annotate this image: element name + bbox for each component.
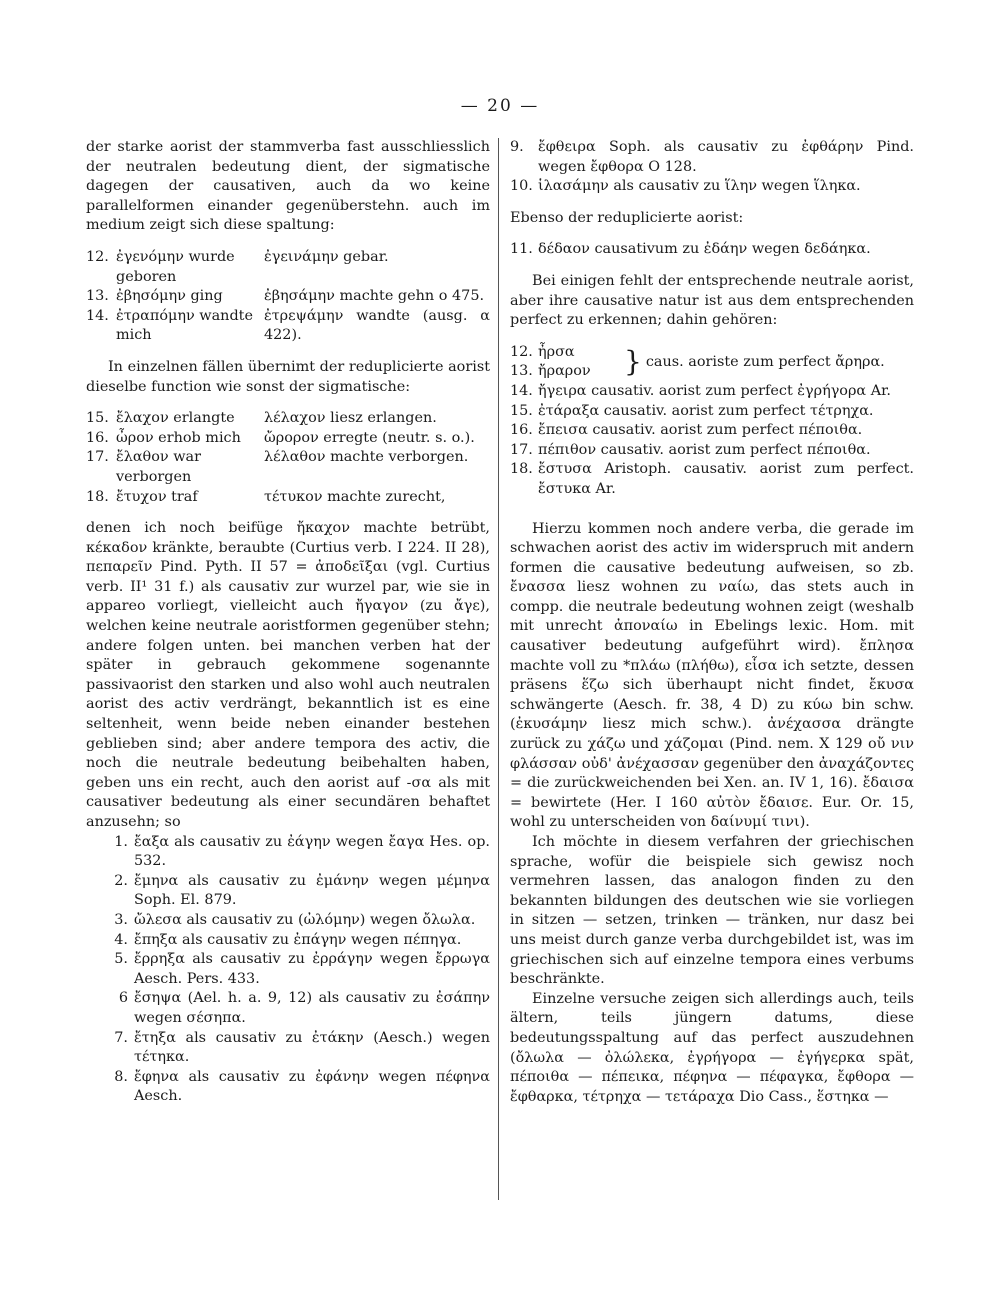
column-divider [498,138,499,1200]
item-text: ὤλεσα als causativ zu (ὠλόμην) wegen ὄλωλα. [134,911,476,928]
causative-form: λέλαχον liesz erlangen. [264,410,437,427]
item-text: ἔπεισα causativ. aorist zum perfect πέποιθα. [538,422,863,439]
list-item [510,138,914,177]
list-item [510,343,620,363]
aorist-pair-row [86,488,490,508]
brace-group [510,343,914,382]
item-text: δέδαον causativum zu ἐδάην wegen δεδάηκα. [538,241,871,258]
row-number: 17. [86,449,109,466]
paragraph: Ich möchte in diesem verfahren der griechischen sprache, wofür die beispiele sich gewisz noch vermehren lassen, das analogon finden zu den bekannten bildungen des deutschen wie sie vorliegen in sitzen — setzen, trinken — tränken, nur dasz bei uns meist durch ganze verba durchgebildet ist, was im griechischen sich auf einzelne tempora eines verbums beschränkte. [510,834,914,988]
causative-form: τέτυκον machte zurecht, [264,488,446,505]
item-text: ἔφηνα als causativ zu ἐφάνην wegen πέφηνα Aesch. [134,1068,490,1105]
brace-icon: } [624,345,642,379]
row-number: 18. [86,488,109,505]
aorist-pair-row [86,429,490,449]
list-item [510,240,914,260]
aorist-pair-row [86,409,490,429]
paragraph: Bei einigen fehlt der entsprechende neutrale aorist, aber ihre causative natur ist aus dem entsprechenden perfect zu erkennen; dahin gehören: [510,272,914,329]
causative-form: ὤρορον erregte (neutr. s. o.). [264,429,475,446]
paragraph: Einzelne versuche zeigen sich allerdings auch, teils ältern, teils jüngern datums, diese bedeutungsspaltung auf das perfect auszudehnen (ὄλωλα — ὀλώλεκα, ἐγρήγορα — ἐγήγερκα spät, πέποιθα — πέπεικα, πέφηνα — πέφαγκα, ἔφθορα — ἔφθαρκα, τέτρηχα — τετάραχα Dio Cass., ἕστηκα — [510,990,914,1105]
item-text: πέπιθον causativ. aorist zum perfect πέποιθα. [538,441,871,458]
item-number: 6 [118,990,128,1007]
item-number: 3. [114,911,128,928]
item-number: 4. [114,931,128,948]
item-number: 17. [510,441,533,458]
item-number: 9. [510,139,524,155]
list-item [510,362,620,382]
item-number: 8. [114,1068,128,1085]
neutral-form: ἔτυχον traf [116,488,198,505]
aorist-pair-row [86,448,490,487]
list-item [86,989,490,1028]
neutral-form: ἐγενόμην wurde geboren [116,248,235,285]
item-text: ἔαξα als causativ zu ἐάγην wegen ἔαγα Hes. op. 532. [134,833,490,870]
neutral-form: ἔλαθον war verborgen [116,449,201,485]
item-text: ἱλασάμην als causativ zu ἵλην wegen ἵληκα. [538,178,861,195]
list-item [510,382,914,402]
item-text: ἔμηνα als causativ zu ἐμάνην wegen μέμηνα Soph. El. 879. [134,872,490,909]
list-item [510,402,914,422]
item-text: ἔφθειρα Soph. als causativ zu ἐφθάρην Pind. wegen ἔφθορα Ο 128. [538,139,914,175]
item-text: ἔρρηξα als causativ zu ἐρράγην wegen ἔρρωγα Aesch. Pers. 433. [134,951,490,987]
aorist-pair-row [86,248,490,287]
causative-form: ἐβησάμην machte gehn ο 475. [264,288,485,305]
causative-form: ἐτρεψάμην wandte (ausg. α 422). [264,307,490,344]
list-item [86,950,490,989]
page-number: — 20 — [460,96,540,116]
causative-form: λέλαθον machte verborgen. [264,449,469,466]
item-number: 1. [114,833,128,850]
list-item [86,872,490,911]
item-number: 12. [510,343,533,360]
item-number: 14. [510,382,533,399]
item-number: 15. [510,402,533,419]
list-item [510,441,914,461]
item-number: 7. [114,1029,128,1046]
neutral-form: ἔλαχον erlangte [116,410,235,427]
item-text: ἤγειρα causativ. aorist zum perfect ἐγρήγορα Ar. [538,382,891,399]
row-number: 15. [86,410,109,427]
paragraph: Hierzu kommen noch andere verba, die gerade im schwachen aorist des activ im widerspruch mit andern formen die causative bedeutung aufweisen, so zb. ἔνασσα liesz wohnen zu ναίω, das stets auch in compp. die neutrale bedeutung wohnen zeigt (weshalb mit unrecht ἀποναίω in Ebelings lexic. Hom. mit causativer bedeutung aufgeführt wird). ἔπλησα machte voll zu *πλάω (πλήθω), εἷσα ich setzte, dessen präsens ἕζω sich überhaupt nicht findet, ἔκυσα schwängerte (Aesch. fr. 38, 4 D) zu κύω bin schw. (ἐκυσάμην liesz mich schw.). ἀνέχασσα drängte zurück zu χάζω und χάζομαι (Pind. nem. X 129 οὔ νιν φλάσσαν οὐδ' ἀνέχασσαν gegenüber den ἀναχάζοντες = die zurückweichenden bei Xen. an. IV 1, 16). ἔδαισα = bewirtete (Her. I 160 αὐτὸν ἔδαισε. Eur. Or. 15, wohl zu unterscheiden von δαίνυμί τινι). [510,520,914,831]
right-column [510,138,914,1107]
list-item [510,421,914,441]
causative-form: ἐγεινάμην gebar. [264,248,389,265]
item-text: ἔστυσα Aristoph. causativ. aorist zum perfect. ἔστυκα Ar. [538,461,914,497]
item-number: 11. [510,241,533,258]
item-number: 16. [510,422,533,439]
list-item [510,460,914,499]
neutral-form: ἐβησόμην ging [116,288,223,305]
brace-note: caus. aoriste zum perfect ἄρηρα. [645,353,885,370]
row-number: 14. [86,307,109,324]
paragraph: In einzelnen fällen übernimt der reduplicierte aorist dieselbe function wie sonst der sigmatische: [86,358,490,395]
item-number: 5. [114,951,128,968]
item-text: ἦρσα [538,343,575,360]
row-number: 12. [86,248,109,265]
item-number: 13. [510,363,533,380]
item-number: 18. [510,461,533,478]
list-item [510,177,914,197]
list-item [86,931,490,951]
item-text: ἤραρον [538,363,591,380]
item-number: 10. [510,178,533,195]
paragraph: Ebenso der reduplicierte aorist: [510,209,744,226]
neutral-form: ὦρον erhob mich [116,429,241,446]
row-number: 16. [86,429,109,446]
item-number: 2. [114,872,128,889]
left-column [86,138,490,1107]
list-item [86,1029,490,1068]
paragraph: der starke aorist der stammverba fast ausschliesslich der neutralen bedeutung dient, der sigmatische dagegen der causativen, auch da wo keine parallelformen einander gegenüberstehn. auch im medium zeigt sich diese spaltung: [86,139,490,234]
list-item [86,911,490,931]
item-text: ἐτάραξα causativ. aorist zum perfect τέτρηχα. [538,402,874,419]
aorist-pair-row [86,287,490,307]
list-item [86,1068,490,1107]
item-text: ἔσηψα (Ael. h. a. 9, 12) als causativ zu ἐσάπην wegen σέσηπα. [134,990,490,1026]
row-number: 13. [86,288,109,305]
item-text: ἔπηξα als causativ zu ἐπάγην wegen πέπηγα. [134,931,462,948]
aorist-pair-row [86,307,490,346]
item-text: ἔτηξα als causativ zu ἐτάκην (Aesch.) wegen τέτηκα. [134,1029,490,1066]
neutral-form: ἐτραπόμην wandte mich [116,307,253,344]
paragraph: denen ich noch beifüge ἤκαχον machte betrübt, κέκαδον kränkte, beraubte (Curtius verb. I 224. II 28), πεπαρεῖν Pind. Pyth. II 57 = ἀποδεῖξαι (vgl. Curtius verb. II¹ 31 f.) als causativ zur wurzel par, wie sie in appareo vorliegt, vielleicht auch ἤγαγον (zu ἄγε), welchen keine neutrale aoristformen gegenüber stehn; andere folgen unten. bei manchen verben hat der später in gebrauch gekommene sogenannte passivaorist den starken und also wohl auch neutralen aorist des activ verdrängt, bekanntlich ist es eine seltenheit, wenn beide neben einander bestehen geblieben sind; aber andere tempora des activ, die noch die neutrale bedeutung beibehalten haben, geben uns ein recht, auch den aorist auf -σα als mit causativer bedeutung als einer secundären behaftet anzusehn; so [86,520,490,830]
list-item [86,833,490,872]
